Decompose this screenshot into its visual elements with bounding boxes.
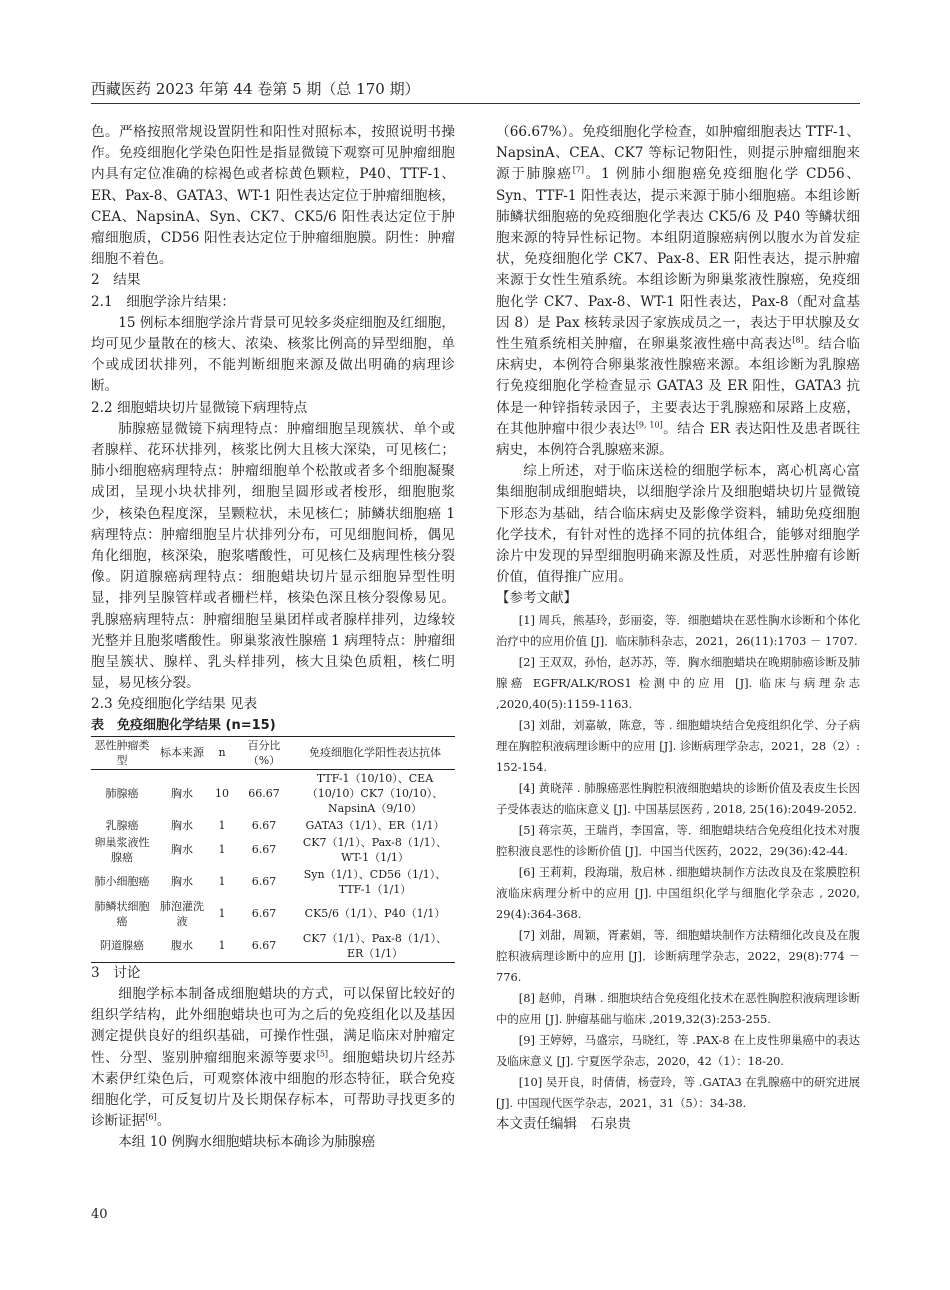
paragraph-conclusion: 综上所述，对于临床送检的细胞学标本，离心机离心富集细胞制成细胞蜡块，以细胞学涂片及细胞蜡块切片显微镜下形态为基础，结合临床病史及影像学资料，辅助免疫细胞化学技术，有针对性的选择不同的抗体组合，能够对细胞学涂片中发现的异型细胞明确来源及性质，对恶性肿瘤有诊断价值，值得推广应用。 [496, 463, 860, 586]
table-row [91, 866, 455, 898]
table-cell: 阴道腺癌 [100, 939, 144, 953]
reference-item: [7] 刘甜，周颖，胥素娟，等．细胞蜡块制作方法精细化改良及在腹腔积液病理诊断中的应用 [J]．诊断病理学杂志，2022，29(8):774 － 776. [496, 927, 860, 984]
table-cell: 乳腺癌 [105, 818, 139, 832]
citation: [8] [792, 335, 804, 345]
table-header-cell: 标本来源 [160, 746, 204, 760]
table-cell: 6.67 [251, 907, 277, 921]
table-cell: 1 [218, 843, 226, 857]
table-row [91, 769, 455, 817]
paragraph-discussion-1 [91, 984, 455, 1132]
table-row [91, 834, 455, 866]
table-cell: CK5/6（1/1）、P40（1/1） [304, 907, 446, 921]
right-column [496, 122, 860, 1135]
left-column [91, 122, 455, 1154]
text-span: 。结合 ER 表达阳性及患者既往病史，本例符合乳腺癌来源。 [496, 420, 860, 459]
table-row [91, 930, 455, 963]
text-span: （66.67%）。免疫细胞化学检查，如肿瘤细胞表达 TTF-1、NapsinA、CEA、CK7 等标记物阳性，则提示肿瘤细胞来源于肺腺癌 [496, 124, 860, 183]
reference-item: [9] 王婷婷，马盛宗，马晓红，等 .PAX-8 在上皮性卵巢癌中的表达及临床意义 [J]. 宁夏医学杂志，2020，42（1）：18-20. [496, 1032, 860, 1068]
reference-item: [10] 吴开良，时倩倩，杨壹玲，等 .GATA3 在乳腺癌中的研究进展 [J]. 中国现代医学杂志，2021，31（5）：34-38. [496, 1074, 860, 1110]
table-cell: 肺腺癌 [105, 786, 139, 800]
reference-item: [2] 王双双，孙怡，赵苏苏，等．胸水细胞蜡块在晚期肺癌诊断及肺腺癌 EGFR/ALK/ROS1 检测中的应用 [J]. 临床与病理杂志 ,2020,40(5):1159-1163. [496, 654, 860, 711]
paragraph-cytology-smear: 15 例标本细胞学涂片背景可见较多炎症细胞及红细胞，均可见少量散在的核大、浓染、核浆比例高的异型细胞，单个或成团状排列，不能判断细胞来源及做出明确的病理诊断。 [91, 314, 455, 395]
table-header-cell: 百分比（%） [247, 738, 281, 767]
table-cell: 胸水 [171, 875, 193, 889]
table-cell: 6.67 [251, 939, 277, 953]
table-cell: 肺泡灌洗液 [160, 899, 204, 928]
table-header-row [91, 736, 455, 769]
table-cell: 1 [218, 818, 226, 832]
immunocytochemistry-table [91, 736, 455, 963]
table-cell: CK7（1/1）、Pax-8（1/1）、WT-1（1/1） [302, 835, 448, 864]
section-heading-discussion: 3 讨论 [91, 964, 141, 981]
table-cell: 66.67 [248, 786, 280, 800]
table-cell: 1 [218, 907, 226, 921]
reference-item: [5] 蒋宗英，王瑞肖，李国富，等．细胞蜡块结合免疫组化技术对腹腔积液良恶性的诊断价值 [J]．中国当代医药，2022，29(36):42-44. [496, 822, 860, 858]
citation: [5] [316, 1048, 329, 1058]
table-cell: CK7（1/1）、Pax-8（1/1）、ER（1/1） [302, 931, 448, 960]
table-cell: 6.67 [251, 843, 277, 857]
reference-item: [4] 黄晓萍 . 肺腺癌恶性胸腔积液细胞蜡块的诊断价值及表皮生长因子受体表达的临床意义 [J]. 中国基层医药 , 2018, 25(16):2049-2052. [496, 780, 860, 816]
header-rule [91, 103, 860, 104]
table-cell: 10 [215, 786, 229, 800]
subsection-heading-2-2: 2.2 细胞蜡块切片显微镜下病理特点 [91, 399, 308, 416]
citation: [6] [145, 1112, 157, 1122]
table-header-cell: 恶性肿瘤类型 [94, 738, 150, 767]
references-title: 【参考文献】 [496, 590, 577, 607]
table-row [91, 898, 455, 930]
text-span: 。1 例肺小细胞癌免疫细胞化学 CD56、Syn、TTF-1 阳性表达，提示来源于肺小细胞癌。本组诊断肺鳞状细胞癌的免疫细胞化学表达 CK5/6 及 P40 等鳞状细胞来源的特异性标记物。本组阴道腺癌病例以腹水为首发症状，免疫细胞化学 CK7、Pax-8、ER 阳性表达，提示肿瘤来源于女性生殖系统。本组诊断为卵巢浆液性腺癌，免疫细胞化学 CK7、Pax-8、WT-1 阳性表达，Pax-8（配对盒基因 8）是 Pax 核转录因子家族成员之一，表达于甲状腺及女性生殖系统相关肿瘤，在卵巢浆液性癌中高表达 [496, 166, 861, 353]
table-cell: 腹水 [171, 939, 193, 953]
paragraph-discussion-2: 本组 10 例胸水细胞蜡块标本确诊为肺腺癌 [118, 1134, 376, 1151]
paragraph-discussion-continued [496, 122, 860, 461]
table-cell: 卵巢浆液性腺癌 [94, 835, 150, 864]
paragraph-pathology-features: 肺腺癌显微镜下病理特点：肿瘤细胞呈现簇状、单个或者腺样、花环状排列，核浆比例大且核大深染，可见核仁；肺小细胞癌病理特点：肿瘤细胞单个松散或者多个细胞凝聚成团，呈现小块状排列，细胞呈圆形或者梭形，细胞胞浆少，核染色程度深，呈颗粒状，未见核仁；肺鳞状细胞癌 1 病理特点：肿瘤细胞呈片状排列分布，可见细胞间桥，偶见角化细胞，核深染，胞浆嗜酸性，可见核仁及病理性核分裂像。阴道腺癌病理特点：细胞蜡块切片显示细胞异型性明显，排列呈腺管样或者栅栏样，核染色深且核分裂像易见。乳腺癌病理特点：肿瘤细胞呈巢团样或者腺样排列，边缘较光整并且胞浆嗜酸性。卵巢浆液性腺癌 1 病理特点：肿瘤细胞呈簇状、腺样、乳头样排列，核大且染色质粗，核仁明显，易见核分裂。 [91, 420, 455, 692]
table-cell: 胸水 [171, 843, 193, 857]
table-cell: 肺小细胞癌 [94, 875, 150, 889]
text-span: 。细胞蜡块切片经苏木素伊红染色后，可观察体液中细胞的形态特征，联合免疫细胞化学，可反复切片及长期保存标本，可帮助寻找更多的诊断证据 [91, 1049, 456, 1130]
table-cell: TTF-1（10/10）、CEA（10/10）CK7（10/10）、NapsinA（9/10） [306, 771, 444, 815]
citation: [7] [572, 165, 585, 175]
text-span: 细胞学标本制备成细胞蜡块的方式，可以保留比较好的组织学结构，此外细胞蜡块也可为之后的免疫组化以及基因测定提供良好的组织基础，可操作性强，满足临床对肿瘤定性、分型、鉴别肿瘤细胞来源等要求 [91, 985, 455, 1066]
subsection-heading-2-3: 2.3 免疫细胞化学结果 见表 [91, 696, 258, 713]
text-span: 。结合临床病史，本例符合卵巢浆液性腺癌来源。本组诊断为乳腺癌行免疫细胞化学检查显示 GATA3 及 ER 阳性，GATA3 抗体是一种锌指转录因子，主要表达于乳腺癌和尿路上皮癌，在其他肿瘤中很少表达 [496, 336, 861, 437]
table-caption: 表 免疫细胞化学结果 (n=15) [91, 717, 276, 733]
journal-header: 西藏医药 2023 年第 44 卷第 5 期（总 170 期） [91, 80, 420, 98]
table-cell: 1 [218, 875, 226, 889]
reference-list [496, 610, 860, 1114]
table-cell: GATA3（1/1）、ER（1/1） [305, 818, 445, 832]
reference-item: [8] 赵帅，肖琳 . 细胞块结合免疫组化技术在恶性胸腔积液病理诊断中的应用 [J]. 肿瘤基础与临床 ,2019,32(3):253-255. [496, 990, 860, 1026]
citation: [9, 10] [635, 420, 663, 430]
table-cell: 肺鳞状细胞癌 [94, 899, 150, 928]
table-cell: Syn（1/1）、CD56（1/1）、TTF-1（1/1） [303, 867, 447, 896]
table-header-cell: n [218, 746, 226, 760]
subsection-heading-2-1: 2.1 细胞学涂片结果： [91, 293, 235, 310]
table-cell: 6.67 [251, 875, 277, 889]
page-number: 40 [91, 1207, 108, 1222]
table-header-cell: 免疫细胞化学阳性表达抗体 [309, 746, 441, 760]
reference-item: [1] 周兵，熊基玲，彭丽姿，等．细胞蜡块在恶性胸水诊断和个体化治疗中的应用价值 [J]．临床肺科杂志，2021，26(11):1703 － 1707. [496, 612, 860, 648]
table-cell: 6.67 [251, 818, 277, 832]
paragraph-methods-end: 色。严格按照常规设置阴性和阳性对照标本，按照说明书操作。免疫细胞化学染色阳性是指显微镜下观察可见肿瘤细胞内具有定位准确的棕褐色或者棕黄色颗粒，P40、TTF-1、ER、Pax-8、GATA3、WT-1 阳性表达定位于肿瘤细胞核，CEA、NapsinA、Syn、CK7、CK5/6 阳性表达定位于肿瘤细胞质，CD56 阳性表达定位于肿瘤细胞膜。阴性：肿瘤细胞不着色。 [91, 124, 455, 268]
responsible-editor: 本文责任编辑 石泉贵 [496, 1115, 631, 1132]
table-row [91, 817, 455, 834]
text-span: 。 [156, 1113, 171, 1130]
reference-item: [6] 王莉莉，段海瑞，敖启林 . 细胞蜡块制作方法改良及在浆膜腔积液临床病理分析中的应用 [J]. 中国组织化学与细胞化学杂志 , 2020, 29(4):364-368. [496, 864, 860, 921]
table-cell: 1 [218, 939, 226, 953]
table-cell: 胸水 [171, 786, 193, 800]
reference-item: [3] 刘甜，刘嘉敏，陈意，等 . 细胞蜡块结合免疫组织化学、分子病理在胸腔积液病理诊断中的应用 [J]. 诊断病理学杂志，2021，28（2）: 152-154. [496, 717, 860, 774]
section-heading-results: 2 结果 [91, 272, 141, 289]
table-cell: 胸水 [171, 818, 193, 832]
